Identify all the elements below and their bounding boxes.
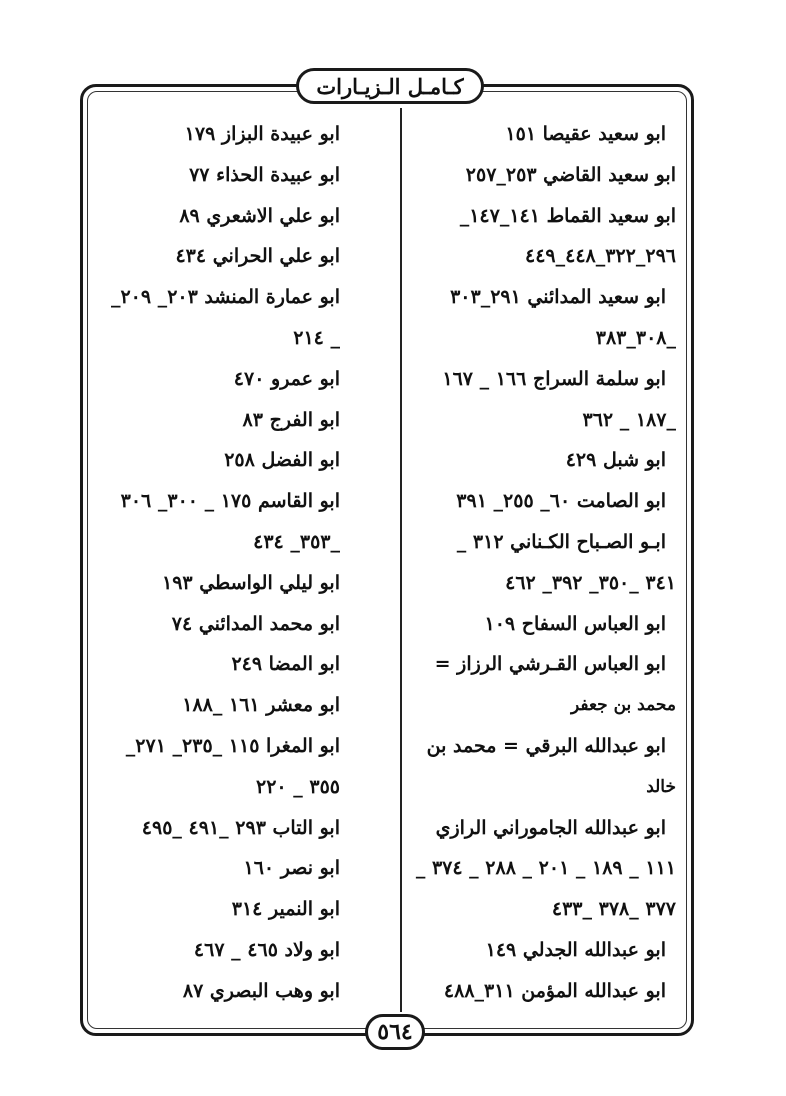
index-entry: ابو عبدالله البرقي = محمد بن xyxy=(426,734,666,757)
index-entry: ابو شبل ٤٢٩ xyxy=(565,449,666,472)
book-title-header xyxy=(296,68,484,104)
index-entry: ابو المغرا ١١٥ _٢٣٥_ ٢٧١_ xyxy=(125,734,340,757)
index-entry: ابو العباس السفاح ١٠٩ xyxy=(484,612,666,635)
index-entry: ٣٧٧ _٣٧٨ _٤٣٣ xyxy=(551,898,676,921)
page-number: ٥٦٤ xyxy=(377,1019,413,1045)
index-entry: _١٨٧ _ ٣٦٢ xyxy=(582,408,676,431)
index-entry: ابو سعيد المدائني ٢٩١_٣٠٣ xyxy=(450,286,666,309)
index-entry: ابو الصامت ٦٠_ ٢٥٥_ ٣٩١ xyxy=(456,490,666,513)
index-entry: ابو عبيدة الحذاء ٧٧ xyxy=(189,163,340,186)
index-entry: ابو الفضل ٢٥٨ xyxy=(224,449,340,472)
index-entry: ٣٥٥ _ ٢٢٠ xyxy=(256,775,340,798)
index-entry: ابو التاب ٢٩٣ _٤٩١ _٤٩٥ xyxy=(141,816,340,839)
index-entry: ابو عمارة المنشد ٢٠٣_ ٢٠٩_ xyxy=(110,286,340,309)
index-entry: محمد بن جعفر xyxy=(570,695,676,716)
index-entry: ابو علي الحراني ٤٣٤ xyxy=(175,245,340,268)
index-entry: _٣٠٨_٣٨٣ xyxy=(595,326,676,349)
index-entry: ابو معشر ١٦١ _١٨٨ xyxy=(182,694,340,717)
index-entry: ١١١ _ ١٨٩ _ ٢٠١ _ ٢٨٨ _ ٣٧٤ _ xyxy=(415,857,676,880)
index-entry: ابو محمد المدائني ٧٤ xyxy=(171,612,340,635)
index-entry: ابو الفرج ٨٣ xyxy=(242,408,340,431)
index-entry: ابو عبدالله الجاموراني الرازي xyxy=(435,816,666,839)
index-entry: ٣٤١ _٣٥٠_ ٣٩٢_ ٤٦٢ xyxy=(505,571,676,594)
index-entry: ابو ليلي الواسطي ١٩٣ xyxy=(161,571,340,594)
index-entry: ابو سعيد عقيصا ١٥١ xyxy=(505,123,666,145)
index-column-right xyxy=(394,114,676,1012)
index-entry: ابو عبدالله الجدلي ١٤٩ xyxy=(485,938,666,961)
index-entry: ابو عبيدة البزاز ١٧٩ xyxy=(184,123,340,145)
index-entry: ابو النمير ٣١٤ xyxy=(231,898,340,921)
index-entry: _ ٢١٤ xyxy=(293,326,340,349)
index-entry: ابو نصر ١٦٠ xyxy=(243,857,340,880)
index-entry: _٣٥٣_ ٤٣٤ xyxy=(253,530,340,553)
index-entry: ابـو الصـباح الكـناني ٣١٢ _ xyxy=(456,530,666,553)
index-entry: ابو المضا ٢٤٩ xyxy=(231,653,340,676)
index-entry: ابو العباس القـرشي الرزاز = xyxy=(434,653,666,676)
index-entry: ابو عبدالله المؤمن ٣١١_٤٨٨ xyxy=(443,979,666,1002)
index-entry: ابو سعيد القماط ١٤١_١٤٧_ xyxy=(459,204,676,227)
index-entry: ابو عمرو ٤٧٠ xyxy=(233,367,340,390)
index-entry: ٢٩٦_٣٢٢_٤٤٨_٤٤٩ xyxy=(525,245,676,268)
index-column-left xyxy=(76,114,376,1012)
book-title: كـامـل الـزيـارات xyxy=(316,73,464,99)
index-entry: ابو علي الاشعري ٨٩ xyxy=(179,204,340,227)
index-entry: ابو وهب البصري ٨٧ xyxy=(182,979,340,1002)
index-entry: ابو ولاد ٤٦٥ _ ٤٦٧ xyxy=(193,938,340,961)
index-entry: ابو القاسم ١٧٥ _ ٣٠٠_ ٣٠٦ xyxy=(120,490,340,513)
index-entry: ابو سعيد القاضي ٢٥٣_٢٥٧ xyxy=(465,163,676,186)
index-entry: ابو سلمة السراج ١٦٦ _ ١٦٧ xyxy=(442,367,666,390)
page-number-badge xyxy=(365,1014,425,1050)
index-entry: خالد xyxy=(646,776,676,797)
